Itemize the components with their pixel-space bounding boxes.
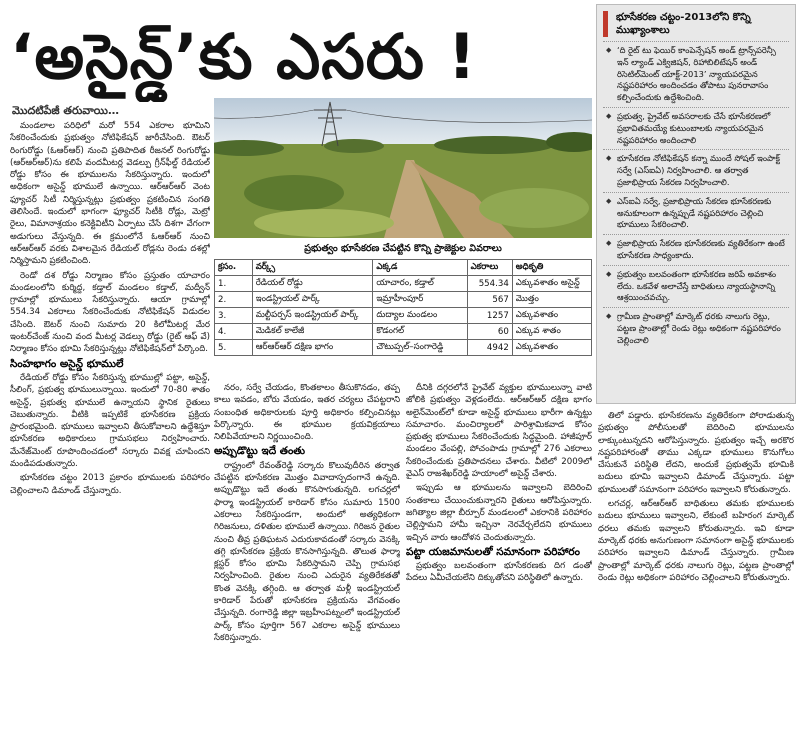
table-cell: మొత్తం — [512, 292, 591, 308]
law-highlights-box — [596, 4, 796, 404]
table-cell: 2. — [215, 292, 253, 308]
table-cell: మెడికల్ కాలేజీ — [252, 324, 373, 340]
table-cell: రేడియల్ రోడ్డు — [252, 276, 373, 292]
table-cell: 60 — [467, 324, 512, 340]
table-cell: చౌటుప్పల్–సంగారెడ్డి — [373, 340, 467, 356]
table-header-row — [215, 260, 592, 276]
table-header: క్రసం. — [215, 260, 253, 276]
field-road-image — [214, 98, 592, 238]
table-row — [215, 340, 592, 356]
table-header: అధికృతి — [512, 260, 591, 276]
headline: ‘అసైన్డ్’కు ఎసరు ! — [10, 20, 477, 93]
sub-heading: అప్పుడొట్టు ఇదే తంతు — [214, 445, 306, 458]
table-cell: 1257 — [467, 308, 512, 324]
table-row — [215, 276, 592, 292]
table-cell: 4942 — [467, 340, 512, 356]
paragraph: భూసేకరణ చట్టం 2013 ప్రకారం భూములకు పరిహారం చెల్లించాలని డిమాండ్ చేస్తున్నారు. — [10, 473, 210, 496]
table-cell: దుద్యాల మండలం — [373, 308, 467, 324]
list-item: ◆ గ్రామీణ ప్రాంతాల్లో మార్కెట్ ధరకు నాలుగు రెట్లు, పట్టణ ప్రాంతాల్లో రెండు రెట్లు అధికంగా నష్టపరిహారం చెల్లించాలి — [603, 307, 789, 349]
table-cell: ఎక్కువ శాతం — [512, 324, 591, 340]
table-cell: 567 — [467, 292, 512, 308]
kicker: మొదటిపేజీ తరువాయి… — [12, 104, 119, 117]
article-column-3 — [406, 382, 592, 742]
table-cell: 4. — [215, 324, 253, 340]
table-cell: ఇమ్రాహీంపూర్ — [373, 292, 467, 308]
list-item: ◆ భూసేకరణ నోటిఫికేషన్ కన్నా ముందే సోషల్ ఇంపాక్ట్ సర్వే (ఎస్ఐఏ) నిర్వహించాలి. ఆ తర్వాత ప్రజాభిప్రాయ సేకరణ నిర్వహించాలి. — [603, 149, 789, 191]
table-cell: ఎక్కువశాతం — [512, 340, 591, 356]
article-photo — [214, 98, 592, 238]
table-cell: ఆర్ఆర్ఆర్ దక్షిణ భాగం — [252, 340, 373, 356]
sidebar-list — [603, 41, 789, 350]
sidebar-heading: భూసేకరణ చట్టం-2013లోని కొన్ని ముఖ్యాంశాలు — [603, 11, 789, 37]
list-item: ◆ ఎస్ఐఏ సర్వే, ప్రజాభిప్రాయ సేకరణ భూసేకరణకు అనుకూలంగా ఉన్నప్పుడే నష్టపరిహారం చెల్లించి భూములు సేకరించాలి. — [603, 192, 789, 234]
article-column-1 — [10, 120, 210, 742]
table-cell: ఎక్కువశాతం అసైన్డ్ — [512, 276, 591, 292]
projects-table-box — [214, 243, 592, 377]
table-row — [215, 308, 592, 324]
list-item: ◆ ప్రభుత్వం బలవంతంగా భూసేకరణ జరిపే అవకాశం లేదు. ఒకవేళ అలాచేస్తే బాధితులు న్యాయస్థానాన్ని ఆశ్రయించవచ్చు. — [603, 265, 789, 307]
table-cell: ఇండస్ట్రియల్ పార్క్ — [252, 292, 373, 308]
paragraph: రాష్ట్రంలో రేవంత్‌రెడ్డి సర్కారు కొలువుదీరిన తర్వాత చేపట్టిన భూసేకరణ మొత్తం వివాదాస్పదంగానే ఉన్నది. అప్పుడొట్టు ఇదే తంతు కొనసాగుతున్నది. లగచర్లలో ఫార్మా ఇండస్ట్రియల్ కారిడార్ కోసం సుమారు 1500 ఎకరాలు సేకరిస్తుండగా, అందులో అత్యధికంగా గిరిజనులు, దళితుల భూములే ఉన్నాయి. గిరిజన రైతుల నుంచి తీవ్ర ప్రతిఘటన ఎదురుకావడంతో సర్కారు వెనక్కి తగ్గి భూసేకరణ ప్రక్రియ కొనసాగిస్తున్నది. తొలుత ఫార్మా క్లస్టర్ కోసం భూమి సేకరిస్తామని చెప్పి గ్రామసభ నిర్వహించింది. రైతుల నుంచి ఎదురైన వ్యతిరేకతతో కొంత వెనక్కి తగ్గింది. ఆ తర్వాత మళ్లీ ఇండస్ట్రియల్ కారిడార్ పేరుతో భూసేకరణ ప్రక్రియను వేగవంతం చేస్తున్నది. రంగారెడ్డి జిల్లా ఇబ్రహీంపట్నంలో ఇండస్ట్రియల్ పార్క్ కోసం పూర్తిగా 567 ఎకరాల అసైన్డ్ భూములు సేకరిస్తున్నారు. — [214, 460, 400, 643]
article-column-2 — [214, 382, 400, 742]
table-cell: 554.34 — [467, 276, 512, 292]
list-item: ◆ ప్రజాభిప్రాయ సేకరణ భూసేకరణకు వ్యతిరేకంగా ఉంటే భూసేకరణ సాధ్యంకాదు. — [603, 234, 789, 265]
projects-table — [214, 259, 592, 356]
table-cell: 1. — [215, 276, 253, 292]
table-row — [215, 324, 592, 340]
table-cell: 3. — [215, 308, 253, 324]
paragraph: తిలో పడ్డారు. భూసేకరణను వ్యతిరేకంగా పోరాడుతున్న ప్రభుత్వం పోలీసులతో బెదిరించి భూములను లాక్కుంటున్నదని ఆరోపిస్తున్నారు. ప్రభుత్వం ఇచ్చే అరకొర నష్టపరిహారంతో తాము ఎక్కడా భూములు కొనుగోలు చేసుకునే పరిస్థితి లేదని, అందుకే ప్రభుత్వమే భూమికి బదులు భూమి ఇవ్వాలని డిమాండ్ చేస్తున్నారు. పట్టా భూములతో సమానంగా పరిహారం ఇవ్వాలని కోరుతున్నారు. — [598, 411, 794, 495]
paragraph: ఇప్పుడు ఆ భూములను ఇవ్వాలని బెదిరించి సంతకాలు చేయించుకున్నారని రైతులు ఆరోపిస్తున్నారు. జగిత్యాల జిల్లా బీర్పూర్ మండలంలో ఎకరానికి పరిహారం చెల్లిస్తామని హామీ ఇచ్చినా నెరవేర్చలేదని భూములు ఇచ్చిన వారు ఆందోళన చెందుతున్నారు. — [406, 483, 592, 543]
table-cell: ఎక్కువశాతం — [512, 308, 591, 324]
paragraph: రేడియల్ రోడ్డు కోసం సేకరిస్తున్న భూముల్లో పట్టా, అసైన్డ్, సీలింగ్, ప్రభుత్వ భూములున్నాయి. ఇందులో 70-80 శాతం అసైన్డ్, ప్రభుత్వ భూములే ఉన్నాయని స్థానిక రైతులు చెబుతున్నారు. వీటికి ఇప్పటికే భూసేకరణ ప్రక్రియ ప్రారంభమైంది. భూములు ఇవ్వాలని తీసుకోవాలని ఉద్దేశిస్తూ భూసేకరణ అధికారులు గ్రామసభలు నిర్వహించారు. మేనేజ్‌మెంట్ రూపొందించడంలో సర్కారు వివక్ష చూపిందని మండిపడుతున్నారు. — [10, 372, 210, 470]
sub-heading: పట్టా యజమానులతో సమానంగా పరిహారం — [406, 545, 580, 558]
table-cell: 5. — [215, 340, 253, 356]
table-cell: కొడంగల్ — [373, 324, 467, 340]
paragraph: దీనికి దగ్గరలోనే ప్రైవేట్ వ్యక్తుల భూములున్నా వాటి జోలికి ప్రభుత్వం వెళ్లడంలేదు. ఆర్ఆర్ఆర్ దక్షిణ భాగం అలైన్‌మెంట్‌లో కూడా అసైన్డ్ భూములు భారీగా ఉన్నట్టు సమాచారం. మంచిర్యాలలో పారిశ్రామికవాడ కోసం ప్రభుత్వ భూములు సేకరించేందుకు సిద్ధమైంది. హాజీపూర్ మండలం వేంపల్లి, పోచంపాడు గ్రామాల్లో 276 ఎకరాలు సేకరించేందుకు ప్రతిపాదనలు చేశారు. వీటిలో 2009లో వైఎస్ రాజశేఖర్‌రెడ్డి హయాంలో అసైన్డ్ చేశారు. — [406, 383, 592, 480]
article-column-4 — [598, 410, 794, 742]
paragraph: లగచర్ల, ఆర్ఆర్ఆర్ బాధితులు తమకు భూములకు బదులు భూములు ఇవ్వాలని, లేకుంటే బహిరంగ మార్కెట్ ధరలు తమకు ఇవ్వాలని కోరుతున్నారు. ఇవి కూడా మార్కెట్ ధరకు అనుగుణంగా సమానంగా అసైన్డ్ భూములకు పరిహారం ఇవ్వాలని డిమాండ్ చేస్తున్నారు. గ్రామీణ ప్రాంతాల్లో మార్కెట్ ధరకు నాలుగు రెట్లు, పట్టణ ప్రాంతాల్లో రెండు రెట్లు అధికంగా పరిహారం చెల్లించాలని కోరుతున్నారు. — [598, 499, 794, 583]
table-cell: మల్టీపర్పస్ ఇండస్ట్రియల్ పార్క్ — [252, 308, 373, 324]
paragraph: మండలాల పరిధిలో మరో 554 ఎకరాల భూమిని సేకరించేందుకు ప్రభుత్వం నోటిఫికేషన్ జారీచేసింది. ఔటర్ రింగురోడ్డు (ఓఆర్ఆర్) నుంచి ప్రతిపాదిత రీజనల్ రింగురోడ్డు (ఆర్ఆర్ఆర్)ను కలిపే వందమీటర్ల వెడల్పు గ్రీన్‌ఫీల్డ్ రేడియల్ రోడ్డు కోసం ఈ భూములను సేకరిస్తున్నారు. ఇందులో అధికంగా అసైన్డ్ భూములే ఉన్నాయి. ఆర్‌ఆర్ఆర్ వెంట ఫ్యూచర్ సిటీ నిర్మిస్తున్నట్లు ప్రభుత్వం ప్రకటించిన సంగతి తెలిసిందే. ఇందులో భాగంగా ఫ్యూచర్ సిటీకి రోడ్లు, మెట్రో రైలు, విమానాశ్రయం కనెక్టివిటీని ఏర్పాటు చేసే దిశగా వేగంగా అడుగులు వేస్తున్నది. ఈ క్రమంలోనే ఓఆర్ఆర్ నుంచి ఆర్ఆర్ఆర్ వరకు విశాలమైన రేడియల్ రోడ్లను రెండు దశల్లో నిర్మిస్తామని ప్రకటించింది. — [10, 121, 210, 267]
table-header: ఎక్కడ — [373, 260, 467, 276]
sub-heading: సింహభాగం అసైన్డ్‌ భూములే — [10, 357, 124, 370]
table-row — [215, 292, 592, 308]
paragraph: నరం, సర్వే చేయడం, కొంతకాలం తీసుకొనడం, తప్ప కాలు ఇవడం, బోరు వేయడం, ఇతర చర్యలు చేపట్టరాని సంబంధిత అధికారులకు పూర్తి అధికారం కల్పించినట్లు పేర్కొన్నారు. ఈ భూముల క్రయవిక్రయాలు నిలిపివేయాలని నిర్ణయించింది. — [214, 383, 400, 443]
table-title: ప్రభుత్వం భూసేకరణ చేపట్టిన కొన్ని ప్రాజెక్టుల వివరాలు — [304, 243, 502, 254]
table-header: వర్క్స్ — [252, 260, 373, 276]
list-item: ◆ ‘ది రైట్ టు ఫెయిర్ కాంపెన్సేషన్ అండ్ ట్రాన్స్‌పరెన్సీ ఇన్ ల్యాండ్ ఎక్విజిషన్, రిహాబిలిటేషన్ అండ్ రిసెటిల్‌మెంట్ యాక్ట్-2013’ న్యాయపరమైన నష్టపరిహారం అందించడం తోపాటు పునరావాసం కల్పించేందుకు ఉద్దేశించింది. — [603, 41, 789, 107]
table-cell: యాచారం, కడ్తాల్ — [373, 276, 467, 292]
paragraph: ప్రభుత్వం బలవంతంగా భూసేకరణకు దిగ డంతో పేదలు ఏమీచేయలేని దిక్కుతోచని పరిస్థితిలో ఉన్నారు. — [406, 561, 592, 584]
table-header: ఎకరాలు — [467, 260, 512, 276]
paragraph: రెండో దశ రోడ్డు నిర్మాణం కోసం ప్రస్తుతం యాచారం మండలంలోని కుర్మిద్ద, కడ్తాల్ మండలం కడ్తాల్, మద్వీన్ గ్రామాల్లో భూములు సేకరిస్తున్నారు. ఆయా గ్రామాల్లో 554.34 ఎకరాలు సేకరించేందుకు నోటిఫికేషన్ విడుదల చేసింది. ఔటర్ నుంచి సుమారు 20 కిలోమీటర్ల మేర ఇంటర్‌చేంజ్ నుంచి వంద మీటర్ల వెడల్పు రోడ్డు (రైట్ ఆఫ్ వే) నిర్మాణం కోసం భూమి సేకరిస్తున్నట్లు నోటిఫికేషన్‌లో పేర్కొంది. — [10, 270, 210, 355]
list-item: ◆ ప్రభుత్వ, ప్రైవేట్ అవసరాలకు చేసే భూసేకరణలో ప్రభావితమయ్యే కుటుంబాలకు న్యాయపరమైన నష్టపరిహారం అందించాలి — [603, 107, 789, 149]
